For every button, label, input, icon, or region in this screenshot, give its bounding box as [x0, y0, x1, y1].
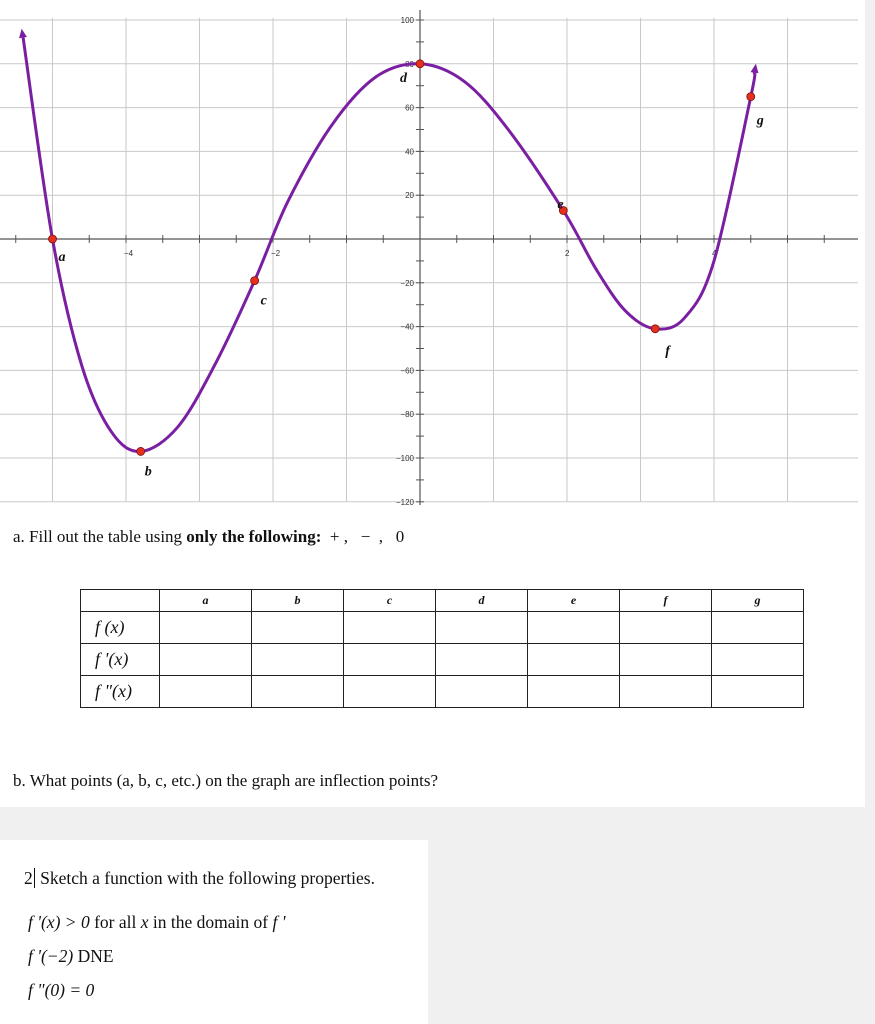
table-row	[81, 644, 804, 676]
worksheet-part-2	[0, 840, 428, 1024]
question-a	[13, 527, 404, 547]
question-2-number: 2	[24, 868, 33, 888]
x-tick-label: −4	[124, 249, 134, 258]
point-d	[416, 60, 424, 68]
x-tick-label: 2	[565, 249, 570, 258]
y-tick-label: −20	[400, 278, 414, 288]
y-tick-label: 60	[405, 103, 414, 113]
table-cell[interactable]	[620, 612, 712, 644]
y-tick-label: 40	[405, 147, 414, 157]
property-1-var: x	[140, 912, 149, 932]
col-header-c: c	[344, 590, 436, 612]
col-header-b: b	[252, 590, 344, 612]
property-1-text-b: in the domain of	[148, 912, 273, 932]
table-cell[interactable]	[160, 612, 252, 644]
table-cell[interactable]	[712, 644, 804, 676]
table-cell[interactable]	[620, 644, 712, 676]
table-cell[interactable]	[160, 676, 252, 708]
y-tick-label: 20	[405, 191, 414, 201]
point-b	[137, 447, 145, 455]
table-cell[interactable]	[528, 612, 620, 644]
point-a	[49, 235, 57, 243]
point-label-b: b	[144, 464, 152, 480]
point-label-d: d	[400, 70, 407, 86]
table-cell[interactable]	[712, 676, 804, 708]
property-1-expr: f '(x) > 0	[28, 912, 90, 932]
table-cell[interactable]	[436, 676, 528, 708]
col-header-g: g	[712, 590, 804, 612]
col-header-f: f	[620, 590, 712, 612]
question-a-prefix: a. Fill out the table using	[13, 527, 187, 546]
table-cell[interactable]	[344, 612, 436, 644]
table-cell[interactable]	[712, 612, 804, 644]
y-tick-label: 80	[405, 59, 414, 69]
function-graph	[0, 0, 865, 505]
property-3	[28, 980, 94, 1001]
table-header-row	[81, 590, 804, 612]
point-label-a: a	[58, 250, 66, 265]
point-label-f: f	[665, 343, 670, 359]
point-label-g: g	[756, 113, 764, 129]
property-3-expr: f "(0) = 0	[28, 980, 95, 1000]
point-label-e: e	[557, 197, 564, 213]
y-tick-label: −120	[395, 497, 414, 505]
table-cell[interactable]	[344, 644, 436, 676]
property-1-func: f '	[272, 912, 286, 932]
question-a-bold: only the following:	[186, 527, 322, 546]
y-tick-label: −80	[400, 410, 414, 420]
table-row	[81, 612, 804, 644]
function-curve	[23, 38, 755, 452]
table-cell[interactable]	[528, 644, 620, 676]
table-cell[interactable]	[344, 676, 436, 708]
table-cell[interactable]	[620, 676, 712, 708]
point-f	[651, 325, 659, 333]
point-g	[747, 93, 755, 101]
x-tick-label: −2	[271, 249, 281, 258]
question-a-symbols: + , − , 0	[321, 527, 405, 546]
col-header-e: e	[528, 590, 620, 612]
row-label-f: f (x)	[81, 612, 160, 644]
col-header-a: a	[160, 590, 252, 612]
x-tick-label: 4	[712, 249, 717, 258]
question-2-heading	[24, 868, 375, 889]
table-row	[81, 676, 804, 708]
point-c	[251, 277, 259, 285]
y-tick-label: 100	[400, 16, 414, 25]
question-b: b. What points (a, b, c, etc.) on the graph are inflection points?	[13, 771, 439, 790]
y-tick-label: −100	[395, 454, 414, 463]
property-2-text: DNE	[73, 946, 114, 966]
sign-table	[80, 589, 804, 708]
table-cell[interactable]	[252, 612, 344, 644]
table-cell[interactable]	[436, 644, 528, 676]
y-tick-label: −60	[400, 366, 414, 376]
table-cell[interactable]	[528, 676, 620, 708]
property-1	[28, 912, 285, 933]
curve-arrow-left	[19, 29, 27, 39]
property-2-expr: f '(−2)	[28, 946, 74, 966]
table-cell[interactable]	[160, 644, 252, 676]
text-cursor	[34, 868, 35, 888]
table-cell[interactable]	[252, 676, 344, 708]
table-corner	[81, 590, 160, 612]
col-header-d: d	[436, 590, 528, 612]
property-2	[28, 946, 114, 967]
table-cell[interactable]	[252, 644, 344, 676]
property-1-text-a: for all	[89, 912, 141, 932]
question-2-text: Sketch a function with the following properties.	[40, 868, 375, 888]
y-tick-label: −40	[400, 322, 414, 332]
row-label-fdoubleprime: f "(x)	[81, 676, 160, 708]
point-label-c: c	[260, 293, 267, 309]
table-cell[interactable]	[436, 612, 528, 644]
row-label-fprime: f '(x)	[81, 644, 160, 676]
curve-arrow-right	[751, 64, 759, 74]
